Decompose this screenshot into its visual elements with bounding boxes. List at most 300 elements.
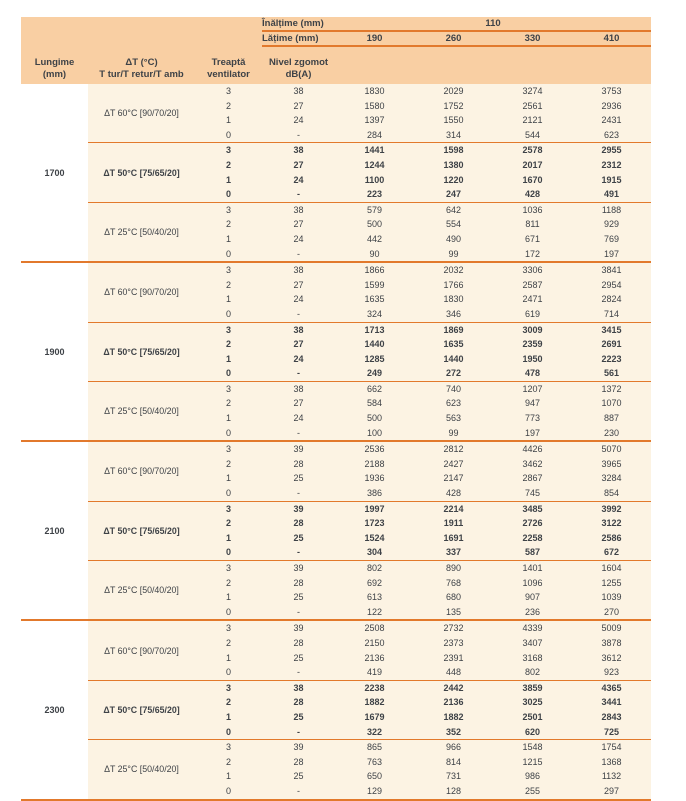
output-cell: 2843 <box>601 711 622 722</box>
zgomot-column-header: Nivel zgomot dB(A) <box>268 57 329 80</box>
table-row <box>195 621 651 636</box>
group-data <box>88 263 651 440</box>
delta-t-label: ΔT 50°C [75/65/20] <box>103 167 180 178</box>
output-cell: 1440 <box>364 339 385 350</box>
db-cell: 38 <box>293 383 304 394</box>
table-row <box>195 337 651 352</box>
output-cell: 923 <box>603 667 620 678</box>
output-cell: 1372 <box>601 383 622 394</box>
output-cell: 1679 <box>364 711 385 722</box>
table-row <box>195 784 651 799</box>
delta-t-label: ΔT 50°C [75/65/20] <box>103 346 180 357</box>
output-cell: 247 <box>445 189 462 200</box>
subgroup-rows <box>195 382 651 440</box>
table-row <box>195 143 651 158</box>
output-cell: 304 <box>366 547 383 558</box>
output-cell: 1830 <box>364 86 385 96</box>
output-cell: 3462 <box>522 458 543 469</box>
output-cell: 1132 <box>601 771 622 782</box>
output-cell: 1255 <box>601 577 622 588</box>
db-cell: 28 <box>293 637 304 648</box>
output-cell: 811 <box>525 219 540 230</box>
delta-t-label: ΔT 25°C [50/40/20] <box>104 764 179 775</box>
db-cell: 25 <box>293 652 304 663</box>
output-cell: 2586 <box>601 532 622 543</box>
output-cell: 1188 <box>601 204 622 215</box>
delta-t-label: ΔT 50°C [75/65/20] <box>103 525 180 536</box>
treapta-cell: 1 <box>225 771 231 782</box>
db-cell: 25 <box>293 532 304 543</box>
output-cell: 128 <box>445 785 462 796</box>
output-cell: 1670 <box>522 174 543 185</box>
table-row <box>195 755 651 770</box>
db-cell: - <box>297 726 300 737</box>
output-cell: 3025 <box>522 697 543 708</box>
output-cell: 1936 <box>364 473 385 484</box>
subgroup-rows <box>195 561 651 619</box>
treapta-cell: 3 <box>225 324 231 335</box>
table-row <box>195 366 651 381</box>
delta-t-subgroup <box>88 142 651 201</box>
output-cell: 352 <box>445 726 462 737</box>
output-cell: 386 <box>366 488 383 499</box>
treapta-cell: 0 <box>225 248 231 259</box>
output-cell: 2812 <box>443 444 464 455</box>
output-cell: 1244 <box>364 159 385 170</box>
output-cell: 1830 <box>443 294 464 305</box>
output-cell: 1766 <box>443 279 464 290</box>
output-cell: 2587 <box>522 279 543 290</box>
width-column-header: 190 <box>366 33 383 44</box>
treapta-cell: 3 <box>225 623 231 634</box>
output-cell: 3274 <box>522 86 543 96</box>
output-cell: 1401 <box>522 563 543 573</box>
db-cell: - <box>297 189 300 200</box>
subgroup-rows <box>195 442 651 500</box>
output-cell: 249 <box>366 368 383 379</box>
db-cell: - <box>297 785 300 796</box>
delta-t-subgroup <box>88 680 651 739</box>
table-row <box>195 278 651 293</box>
delta-t-label: ΔT 50°C [75/65/20] <box>103 704 180 715</box>
delta-t-label: ΔT 25°C [50/40/20] <box>104 226 179 237</box>
output-cell: 692 <box>366 577 383 588</box>
delta-t-subgroup <box>88 263 651 321</box>
treapta-cell: 1 <box>225 652 231 663</box>
output-cell: 129 <box>366 785 383 796</box>
output-cell: 865 <box>366 742 383 753</box>
output-cell: 99 <box>448 248 459 259</box>
output-cell: 100 <box>366 427 383 438</box>
db-cell: 25 <box>293 592 304 603</box>
treapta-cell: 2 <box>225 458 231 469</box>
output-cell: 2150 <box>364 637 385 648</box>
output-cell: 1100 <box>364 174 385 185</box>
treapta-column-header: Treaptă ventilator <box>207 57 250 80</box>
output-cell: 579 <box>366 204 383 215</box>
db-cell: 28 <box>293 577 304 588</box>
treapta-cell: 0 <box>225 129 231 140</box>
db-cell: - <box>297 427 300 438</box>
output-cell: 2427 <box>443 458 464 469</box>
output-cell: 768 <box>445 577 462 588</box>
treapta-cell: 3 <box>225 682 231 693</box>
db-cell: - <box>297 248 300 259</box>
output-cell: 672 <box>603 547 620 558</box>
output-cell: 297 <box>603 785 620 796</box>
output-cell: 1524 <box>364 532 385 543</box>
output-cell: 2147 <box>443 473 464 484</box>
output-cell: 2578 <box>522 145 543 156</box>
db-cell: 27 <box>293 100 304 111</box>
group-data <box>88 442 651 619</box>
table-row <box>195 382 651 397</box>
output-cell: 802 <box>366 563 383 573</box>
subgroup-rows <box>195 621 651 679</box>
treapta-cell: 3 <box>225 383 231 394</box>
table-row <box>195 740 651 755</box>
output-cell: 1039 <box>601 592 622 603</box>
db-cell: 28 <box>293 518 304 529</box>
treapta-cell: 3 <box>225 204 231 215</box>
output-cell: 2017 <box>522 159 543 170</box>
treapta-cell: 2 <box>225 219 231 230</box>
table-row <box>195 113 651 128</box>
output-cell: 324 <box>366 308 383 319</box>
output-cell: 3122 <box>601 518 622 529</box>
output-cell: 613 <box>366 592 383 603</box>
output-cell: 620 <box>524 726 541 737</box>
output-cell: 1604 <box>601 563 622 573</box>
treapta-cell: 2 <box>225 159 231 170</box>
output-cell: 1869 <box>443 324 464 335</box>
output-cell: 623 <box>445 398 462 409</box>
db-cell: 27 <box>293 398 304 409</box>
treapta-cell: 1 <box>225 174 231 185</box>
output-cell: 230 <box>603 427 620 438</box>
table-row <box>195 605 651 620</box>
db-cell: 38 <box>293 265 304 276</box>
db-cell: - <box>297 667 300 678</box>
output-cell: 2732 <box>443 623 464 634</box>
subgroup-rows <box>195 681 651 739</box>
table-row <box>195 84 651 99</box>
output-cell: 4339 <box>522 623 543 634</box>
table-row <box>195 710 651 725</box>
output-cell: 814 <box>445 756 462 767</box>
length-group-1900 <box>21 261 651 440</box>
output-cell: 1911 <box>443 518 464 529</box>
treapta-cell: 1 <box>225 532 231 543</box>
output-cell: 1441 <box>364 145 385 156</box>
db-cell: 25 <box>293 771 304 782</box>
output-cell: 3441 <box>601 697 622 708</box>
output-cell: 122 <box>366 606 383 617</box>
output-cell: 322 <box>366 726 383 737</box>
output-cell: 3859 <box>522 682 543 693</box>
output-cell: 773 <box>524 413 541 424</box>
output-cell: 2121 <box>522 115 543 126</box>
output-cell: 2373 <box>443 637 464 648</box>
table-row <box>195 531 651 546</box>
output-cell: 99 <box>448 427 459 438</box>
delta-t-subgroup <box>88 84 651 142</box>
output-cell: 236 <box>524 606 541 617</box>
treapta-cell: 2 <box>225 637 231 648</box>
output-cell: 442 <box>366 233 383 244</box>
output-cell: 947 <box>524 398 541 409</box>
output-cell: 907 <box>524 592 541 603</box>
output-cell: 563 <box>445 413 462 424</box>
treapta-cell: 0 <box>225 667 231 678</box>
output-cell: 2561 <box>522 100 543 111</box>
delta-t-label: ΔT 60°C [90/70/20] <box>104 466 179 477</box>
treapta-cell: 3 <box>225 563 231 573</box>
output-cell: 1599 <box>364 279 385 290</box>
delta-t-label: ΔT 25°C [50/40/20] <box>104 406 179 417</box>
output-cell: 725 <box>603 726 620 737</box>
table-row <box>195 486 651 501</box>
output-cell: 3415 <box>601 324 622 335</box>
table-row <box>195 695 651 710</box>
lungime-value: 2300 <box>21 621 88 798</box>
table-header <box>21 17 651 84</box>
output-cell: 2442 <box>443 682 464 693</box>
output-cell: 1548 <box>522 742 543 753</box>
output-cell: 2136 <box>443 697 464 708</box>
db-cell: - <box>297 308 300 319</box>
table-row <box>195 411 651 426</box>
table-row <box>195 426 651 441</box>
subgroup-rows <box>195 740 651 798</box>
lungime-value: 1700 <box>21 84 88 261</box>
output-cell: 255 <box>524 785 541 796</box>
db-cell: 27 <box>293 219 304 230</box>
output-cell: 1882 <box>364 697 385 708</box>
delta-t-label: ΔT 25°C [50/40/20] <box>104 585 179 596</box>
output-cell: 500 <box>366 413 383 424</box>
db-cell: - <box>297 547 300 558</box>
output-cell: 1635 <box>364 294 385 305</box>
table-row <box>195 158 651 173</box>
output-cell: 491 <box>603 189 620 200</box>
table-row <box>195 561 651 576</box>
treapta-cell: 0 <box>225 308 231 319</box>
table-row <box>195 247 651 262</box>
db-cell: 25 <box>293 473 304 484</box>
latime-label: Lățime (mm) <box>262 33 319 44</box>
output-cell: 2391 <box>443 652 464 663</box>
output-cell: 763 <box>366 756 383 767</box>
output-cell: 2223 <box>601 353 622 364</box>
output-cell: 3485 <box>522 503 543 514</box>
output-cell: 1866 <box>364 265 385 276</box>
db-cell: 24 <box>293 233 304 244</box>
db-cell: 38 <box>293 86 304 96</box>
treapta-cell: 0 <box>225 427 231 438</box>
db-cell: 24 <box>293 353 304 364</box>
length-group-2300 <box>21 619 651 798</box>
output-cell: 554 <box>445 219 462 230</box>
output-cell: 2471 <box>522 294 543 305</box>
output-cell: 3878 <box>601 637 622 648</box>
db-cell: 24 <box>293 174 304 185</box>
db-cell: 28 <box>293 458 304 469</box>
table-row <box>195 590 651 605</box>
output-cell: 1070 <box>601 398 622 409</box>
delta-t-label: ΔT 60°C [90/70/20] <box>104 108 179 119</box>
output-cell: 3841 <box>601 265 622 276</box>
output-cell: 1882 <box>443 711 464 722</box>
output-cell: 419 <box>366 667 383 678</box>
output-cell: 428 <box>445 488 462 499</box>
treapta-cell: 0 <box>225 547 231 558</box>
table-row <box>195 576 651 591</box>
delta-t-subgroup <box>88 322 651 381</box>
treapta-cell: 1 <box>225 294 231 305</box>
output-cell: 887 <box>603 413 620 424</box>
db-cell: 28 <box>293 756 304 767</box>
delta-t-label: ΔT 60°C [90/70/20] <box>104 645 179 656</box>
treapta-cell: 2 <box>225 339 231 350</box>
output-cell: 1691 <box>443 532 464 543</box>
output-cell: 3009 <box>522 324 543 335</box>
treapta-cell: 3 <box>225 145 231 156</box>
output-cell: 1397 <box>364 115 385 126</box>
output-cell: 584 <box>366 398 383 409</box>
table-row <box>195 769 651 784</box>
treapta-cell: 1 <box>225 711 231 722</box>
output-cell: 929 <box>603 219 620 230</box>
output-cell: 890 <box>445 563 462 573</box>
output-cell: 2238 <box>364 682 385 693</box>
output-cell: 662 <box>366 383 383 394</box>
delta-t-column-header: ΔT (°C) T tur/T retur/T amb <box>99 57 184 80</box>
header-row-inaltime <box>21 17 651 32</box>
treapta-cell: 2 <box>225 279 231 290</box>
output-cell: 2726 <box>522 518 543 529</box>
inaltime-label: Înălțime (mm) <box>262 18 324 29</box>
treapta-cell: 1 <box>225 353 231 364</box>
output-cell: 854 <box>603 488 620 499</box>
delta-t-subgroup <box>88 739 651 798</box>
output-cell: 1723 <box>364 518 385 529</box>
output-cell: 3284 <box>601 473 622 484</box>
treapta-cell: 0 <box>225 488 231 499</box>
table-row <box>195 516 651 531</box>
width-column-header: 260 <box>445 33 462 44</box>
output-cell: 3992 <box>601 503 622 514</box>
lungime-value: 1900 <box>21 263 88 440</box>
radiator-output-table <box>21 17 651 801</box>
treapta-cell: 2 <box>225 100 231 111</box>
table-row <box>195 457 651 472</box>
output-cell: 448 <box>445 667 462 678</box>
output-cell: 714 <box>603 308 620 319</box>
table-row <box>195 502 651 517</box>
output-cell: 671 <box>524 233 541 244</box>
output-cell: 1368 <box>601 756 622 767</box>
db-cell: - <box>297 129 300 140</box>
output-cell: 1440 <box>443 353 464 364</box>
output-cell: 2359 <box>522 339 543 350</box>
output-cell: 3753 <box>601 86 622 96</box>
output-cell: 197 <box>524 427 541 438</box>
lungime-value: 2100 <box>21 442 88 619</box>
delta-t-subgroup <box>88 560 651 619</box>
table-row <box>195 471 651 486</box>
width-column-header: 410 <box>603 33 620 44</box>
output-cell: 1096 <box>522 577 543 588</box>
db-cell: 25 <box>293 711 304 722</box>
subgroup-rows <box>195 502 651 560</box>
output-cell: 3407 <box>522 637 543 648</box>
table-row <box>195 263 651 278</box>
treapta-cell: 0 <box>225 368 231 379</box>
delta-t-subgroup <box>88 442 651 500</box>
width-column-header: 330 <box>524 33 541 44</box>
output-cell: 1635 <box>443 339 464 350</box>
table-row <box>195 232 651 247</box>
db-cell: 38 <box>293 204 304 215</box>
output-cell: 1380 <box>443 159 464 170</box>
table-row <box>195 442 651 457</box>
delta-t-subgroup <box>88 621 651 679</box>
output-cell: 740 <box>445 383 462 394</box>
output-cell: 619 <box>524 308 541 319</box>
output-cell: 314 <box>445 129 462 140</box>
output-cell: 2431 <box>601 115 622 126</box>
group-data <box>88 621 651 798</box>
output-cell: 802 <box>524 667 541 678</box>
output-cell: 1207 <box>522 383 543 394</box>
output-cell: 2258 <box>522 532 543 543</box>
output-cell: 428 <box>524 189 541 200</box>
db-cell: 27 <box>293 279 304 290</box>
output-cell: 623 <box>603 129 620 140</box>
table-row <box>195 636 651 651</box>
group-data <box>88 84 651 261</box>
output-cell: 561 <box>603 368 620 379</box>
output-cell: 966 <box>445 742 462 753</box>
db-cell: 24 <box>293 115 304 126</box>
output-cell: 587 <box>524 547 541 558</box>
output-cell: 1580 <box>364 100 385 111</box>
output-cell: 490 <box>445 233 462 244</box>
treapta-cell: 2 <box>225 398 231 409</box>
output-cell: 642 <box>445 204 462 215</box>
output-cell: 2536 <box>364 444 385 455</box>
treapta-cell: 0 <box>225 189 231 200</box>
db-cell: 27 <box>293 159 304 170</box>
table-row <box>195 128 651 143</box>
output-cell: 1036 <box>522 204 543 215</box>
output-cell: 2936 <box>601 100 622 111</box>
treapta-cell: 2 <box>225 756 231 767</box>
treapta-cell: 1 <box>225 592 231 603</box>
table-row <box>195 307 651 322</box>
output-cell: 1215 <box>522 756 543 767</box>
output-cell: 4365 <box>601 682 622 693</box>
output-cell: 3965 <box>601 458 622 469</box>
delta-t-subgroup <box>88 202 651 261</box>
output-cell: 337 <box>445 547 462 558</box>
output-cell: 3168 <box>522 652 543 663</box>
table-row <box>195 396 651 411</box>
length-group-1700 <box>21 84 651 261</box>
output-cell: 135 <box>445 606 462 617</box>
table-row <box>195 651 651 666</box>
